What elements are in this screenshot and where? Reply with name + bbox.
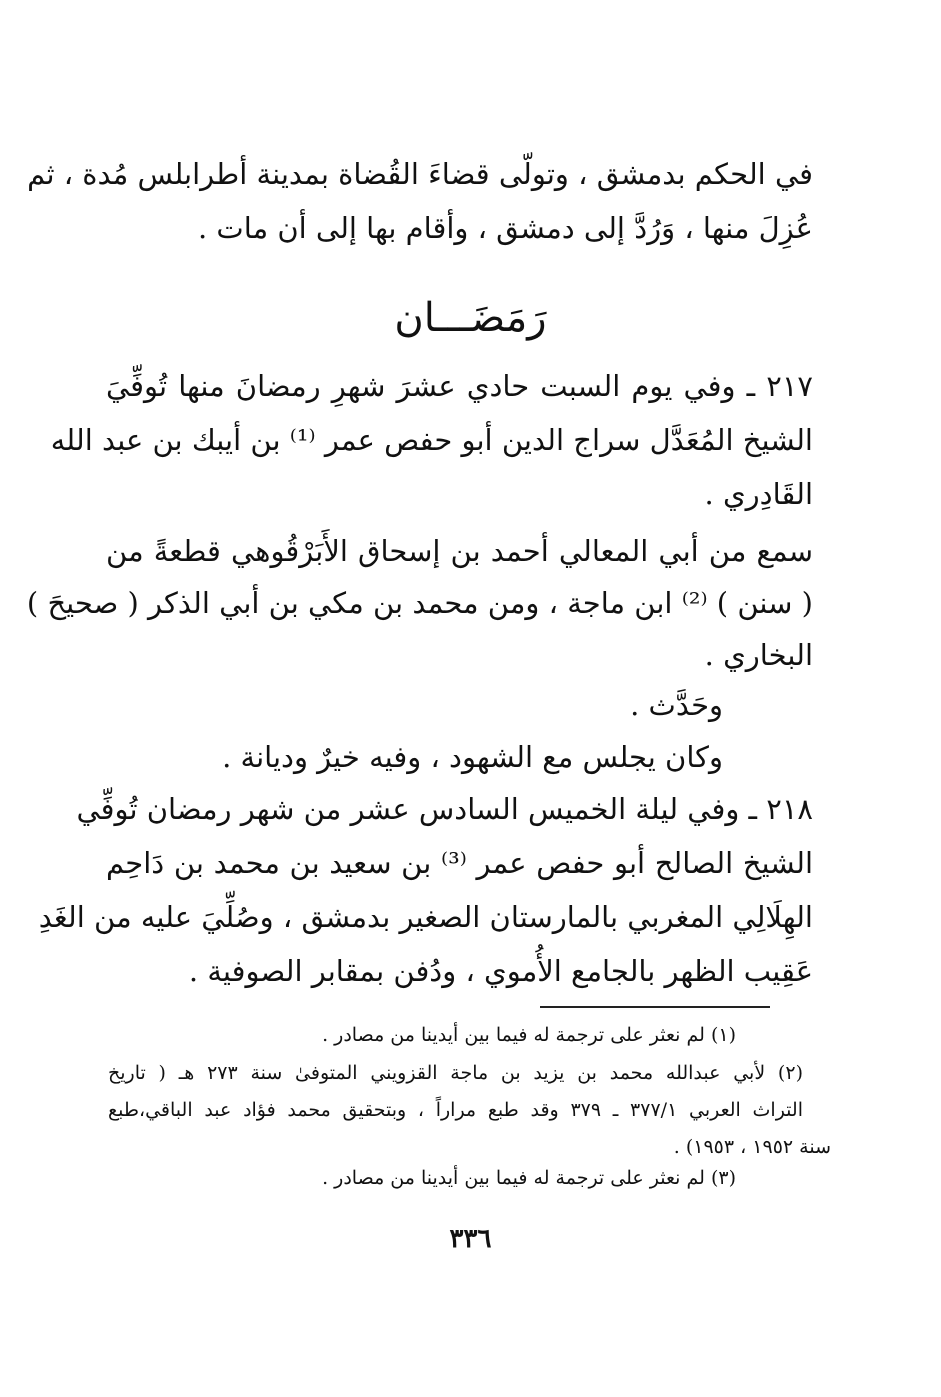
text-line: عُزِلَ منها ، وَرُدَّ إلى دمشق ، وأقام بها إلى أن مات .	[198, 211, 813, 245]
paragraph-line: سمع من أبي المعالي أحمد بن إسحاق الأَبَرْقُوهي قطعةً من	[106, 534, 813, 568]
text-line: في الحكم بدمشق ، وتولّى قضاءَ القُضاة بمدينة أطرابلس مُدة ، ثم	[27, 157, 813, 191]
entry-217-line-3: القَادِري .	[704, 477, 813, 511]
footnote-2-line-3: سنة ١٩٥٢ ، ١٩٥٣) .	[673, 1136, 831, 1158]
footnote-1: (١) لم نعثر على ترجمة له فيما بين أيدينا من مصادر .	[322, 1024, 736, 1046]
page-number: ٣٣٦	[449, 1224, 492, 1254]
paragraph-line: وكان يجلس مع الشهود ، وفيه خيرٌ وديانة .	[222, 740, 723, 774]
entry-218-line-2: الشيخ الصالح أبو حفص عمر ⁽³⁾ بن سعيد بن محمد بن دَاحِم	[106, 846, 814, 880]
entry-218-line-3: الهِلَالِي المغربي بالمارستان الصغير بدمشق ، وصُلِّيَ عليه من الغَدِ	[38, 900, 813, 934]
footnote-separator	[540, 1006, 770, 1008]
entry-217-line-1: ٢١٧ ـ وفي يوم السبت حادي عشرَ شهرِ رمضانَ منها تُوفِّيَ	[106, 369, 813, 403]
paragraph-line: ( سنن ) ⁽²⁾ ابن ماجة ، ومن محمد بن مكي بن أبي الذكر ( صحيحَ )	[26, 586, 813, 620]
entry-218-line-1: ٢١٨ ـ وفي ليلة الخميس السادس عشر من شهر رمضان تُوفِّي	[76, 792, 813, 826]
footnote-2-line-1: (٢) لأبي عبدالله محمد بن يزيد بن ماجة القزويني المتوفىٰ سنة ٢٧٣ هـ ( تاريخ	[108, 1062, 803, 1084]
footnote-2-line-2: التراث العربي ٣٧٧/١ ـ ٣٧٩ وقد طبع مراراً ، وبتحقيق محمد فؤاد عبد الباقي،طبع	[108, 1099, 803, 1121]
entry-218-line-4: عَقِيب الظهر بالجامع الأُموي ، ودُفن بمقابر الصوفية .	[188, 954, 813, 988]
footnote-3: (٣) لم نعثر على ترجمة له فيما بين أيدينا من مصادر .	[322, 1167, 736, 1189]
entry-217-line-2: الشيخ المُعَدَّل سراج الدين أبو حفص عمر ⁽¹⁾ بن أيبك بن عبد الله	[50, 423, 813, 457]
paragraph-line: وحَدَّث .	[630, 688, 723, 722]
paragraph-line: البخاري .	[704, 638, 813, 672]
section-heading: رَمَضَـــان	[394, 295, 547, 341]
